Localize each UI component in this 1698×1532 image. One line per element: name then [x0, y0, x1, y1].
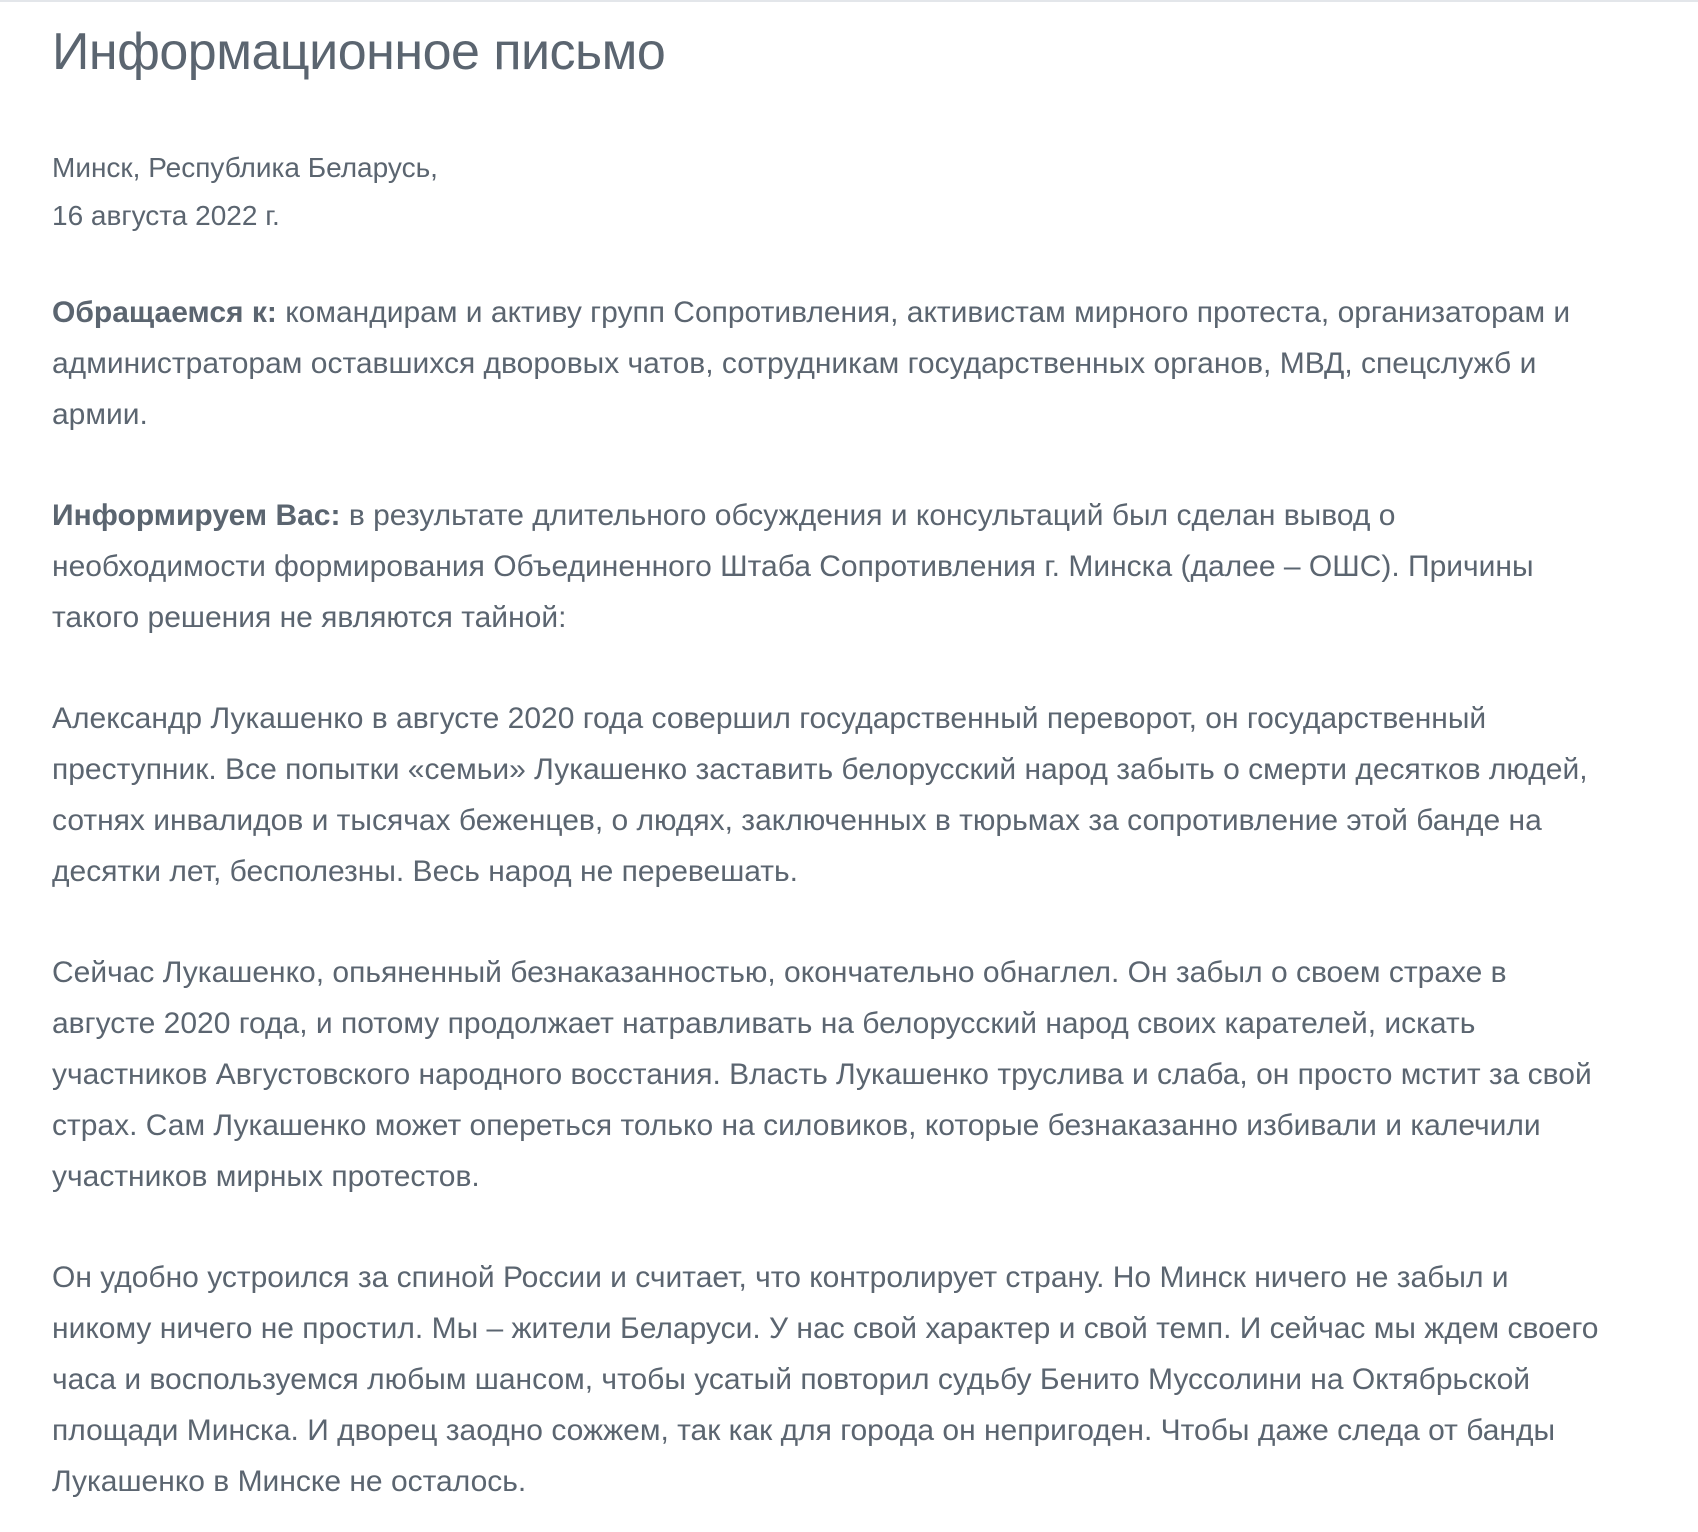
- address-paragraph: [52, 287, 1612, 440]
- place-date-block: [52, 144, 1612, 240]
- body-paragraph-1: Александр Лукашенко в августе 2020 года совершил государственный переворот, он государственный преступник. Все попытки «семьи» Лукашенко заставить белорусский народ забыть о смерти десятков людей, сотнях инвалидов и тысячах беженцев, о людях, заключенных в тюрьмах за сопротивление этой банде на десятки лет, бесполезны. Весь народ не перевешать.: [52, 702, 1588, 888]
- letter-date: 16 августа 2022 г.: [52, 200, 280, 231]
- body-paragraph-3: Он удобно устроился за спиной России и считает, что контролирует страну. Но Минск ничего не забыл и никому ничего не простил. Мы – жители Беларуси. У нас свой характер и свой темп. И сейчас мы ждем своего часа и воспользуемся любым шансом, чтобы усатый повторил судьбу Бенито Муссолини на Октябрьской площади Минска. И дворец заодно сожжем, так как для города он непригоден. Чтобы даже следа от банды Лукашенко в Минске не осталось.: [52, 1261, 1599, 1498]
- address-lead: Обращаемся к:: [52, 296, 277, 329]
- information-letter: [52, 14, 1612, 1507]
- inform-lead: Информируем Вас:: [52, 499, 341, 532]
- inform-text: в результате длительного обсуждения и консультаций был сделан вывод о необходимости формирования Объединенного Штаба Сопротивления г. Минска (далее – ОШС). Причины такого решения не являются тайной:: [52, 499, 1534, 634]
- address-text: командирам и активу групп Сопротивления, активистам мирного протеста, организаторам и администраторам оставшихся дворовых чатов, сотрудникам государственных органов, МВД, спецслужб и армии.: [52, 296, 1571, 431]
- body-paragraph-2: Сейчас Лукашенко, опьяненный безнаказанностью, окончательно обнаглел. Он забыл о своем страхе в августе 2020 года, и потому продолжает натравливать на белорусский народ своих карателей, искать участников Августовского народного восстания. Власть Лукашенко труслива и слаба, он просто мстит за свой страх. Сам Лукашенко может опереться только на силовиков, которые безнаказанно избивали и калечили участников мирных протестов.: [52, 956, 1592, 1193]
- top-divider: [0, 0, 1698, 2]
- inform-paragraph: [52, 490, 1612, 643]
- letter-place: Минск, Республика Беларусь,: [52, 152, 438, 183]
- page-title: Информационное письмо: [52, 23, 666, 81]
